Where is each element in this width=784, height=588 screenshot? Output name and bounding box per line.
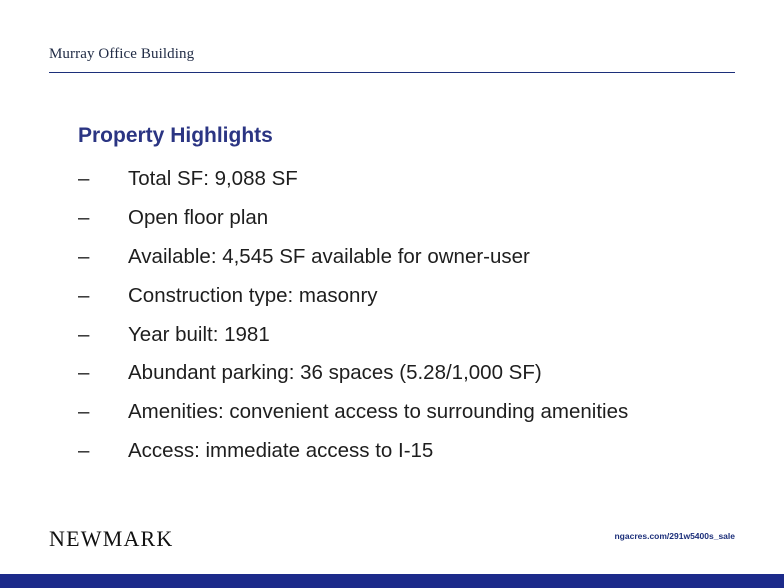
bullet-dash: – [78,438,90,462]
list-item-text: Construction type: masonry [128,283,378,307]
highlights-list [78,160,628,470]
bullet-dash: – [78,167,90,191]
list-item-text: Abundant parking: 36 spaces (5.28/1,000 SF) [128,361,542,385]
list-item [78,432,628,471]
newmark-logo: NEWMARK [49,526,174,551]
bullet-dash: – [78,361,90,385]
section-heading: Property Highlights [78,124,273,147]
list-item-text: Total SF: 9,088 SF [128,167,298,191]
bullet-dash: – [78,322,90,346]
header-title: Murray Office Building [49,46,195,62]
list-item-text: Amenities: convenient access to surrounding amenities [128,400,629,424]
list-item [78,354,628,393]
list-item [78,393,628,432]
list-item [78,276,628,315]
list-item-text: Open floor plan [128,206,269,230]
list-item [78,315,628,354]
bullet-dash: – [78,244,90,268]
header-divider [49,72,735,73]
bottom-brand-bar [0,574,784,588]
bullet-dash: – [78,283,90,307]
list-item-text: Available: 4,545 SF available for owner-user [128,244,530,268]
list-item-text: Year built: 1981 [128,322,270,346]
listing-link[interactable]: ngacres.com/291w5400s_sale [614,531,735,541]
list-item [78,238,628,277]
list-item [78,199,628,238]
list-item-text: Access: immediate access to I-15 [128,438,434,462]
bullet-dash: – [78,206,90,230]
list-item [78,160,628,199]
bullet-dash: – [78,400,90,424]
